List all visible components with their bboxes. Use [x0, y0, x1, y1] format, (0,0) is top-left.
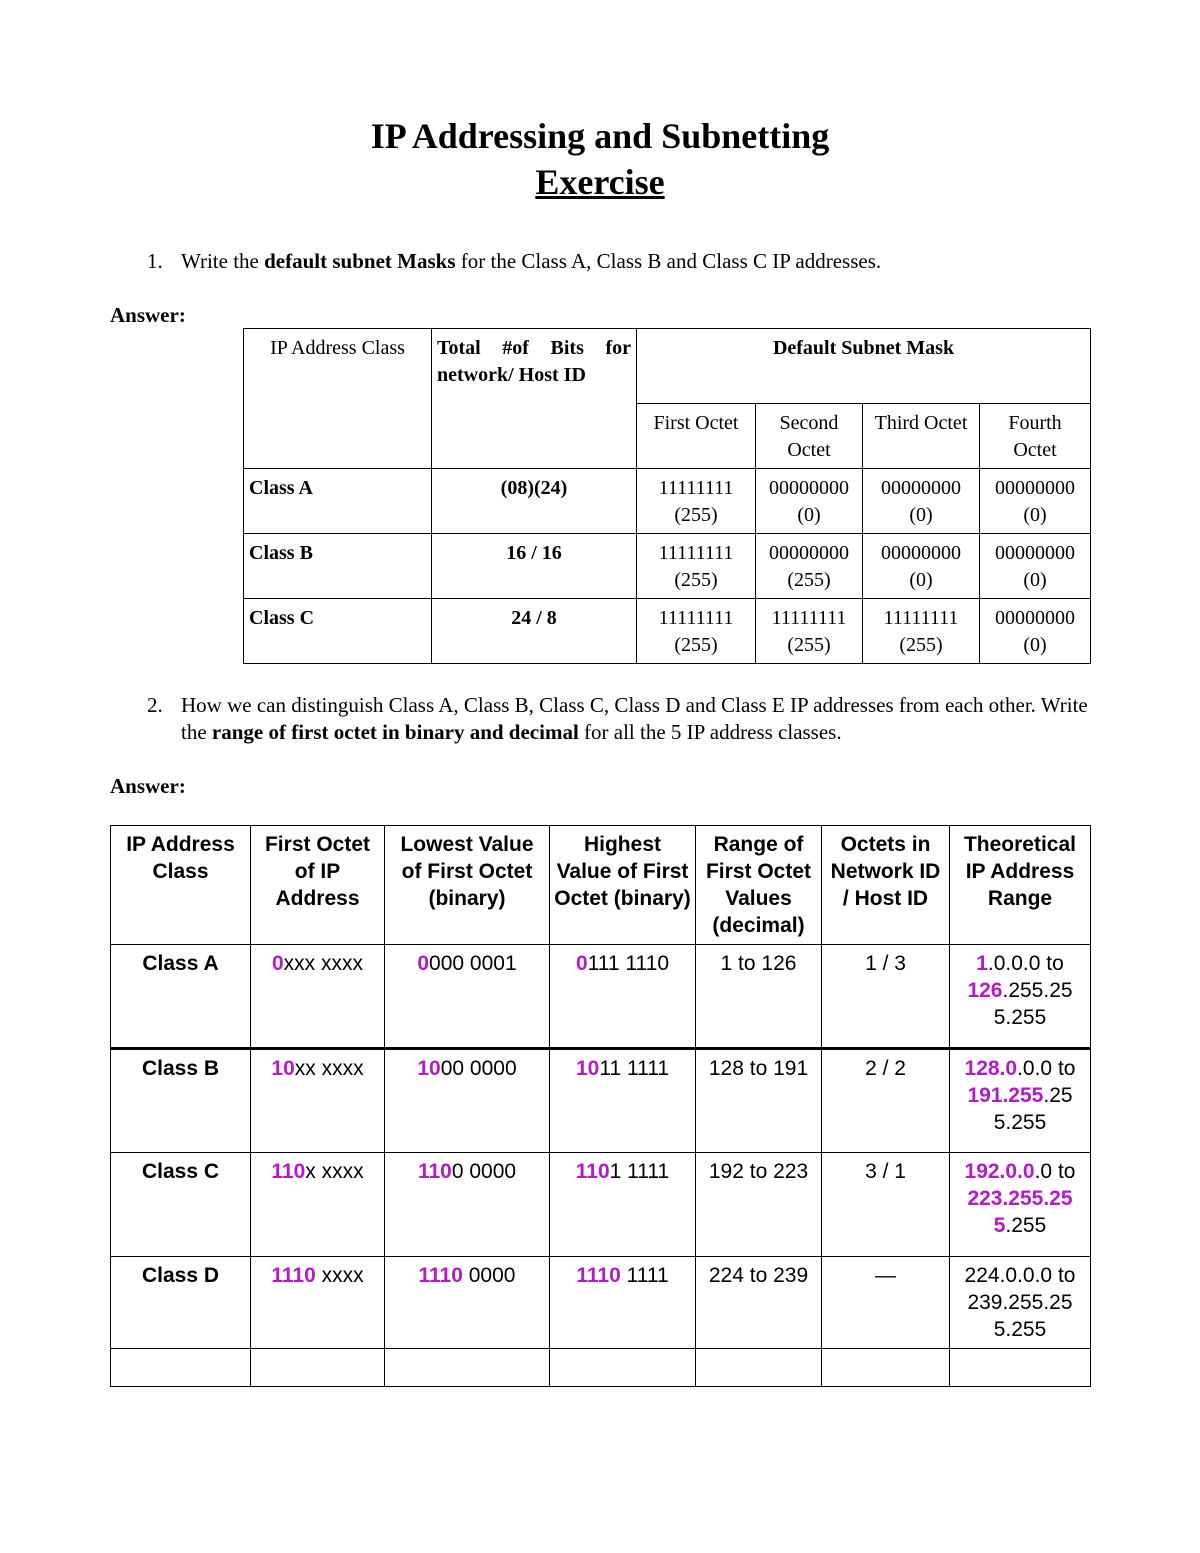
- question-2: [147, 692, 1107, 752]
- lowest-value-cell: 1000 0000: [385, 1049, 550, 1153]
- bits-cell: (08)(24): [432, 469, 637, 534]
- bits-cell: 24 / 8: [432, 599, 637, 664]
- highest-value-cell: 0111 1110: [550, 945, 696, 1049]
- header-highest-value: Highest Value of First Octet (binary): [550, 826, 696, 945]
- octet-cell: 00000000 (0): [756, 469, 863, 534]
- theoretical-range-cell: 1.0.0.0 to 126.255.25 5.255: [950, 945, 1091, 1049]
- class-cell: Class B: [111, 1049, 251, 1153]
- question-emphasis: range of first octet in binary and decimal: [211, 720, 579, 744]
- range-cell: 224 to 239: [696, 1257, 822, 1349]
- header-first-octet: First Octet of IP Address: [251, 826, 385, 945]
- first-octet-cell: 1110 xxxx: [251, 1257, 385, 1349]
- header-first-octet: First Octet: [637, 404, 756, 469]
- page-title: IP Addressing and Subnetting: [370, 116, 830, 156]
- class-cell: Class B: [244, 534, 432, 599]
- question-text: Write the default subnet Masks for the Class A, Class B and Class C IP addresses.: [181, 249, 882, 273]
- answer-label: Answer:: [110, 303, 186, 327]
- table-row: [111, 1153, 1091, 1257]
- class-cell: Class D: [111, 1257, 251, 1349]
- header-theoretical-range: Theoretical IP Address Range: [950, 826, 1091, 945]
- highest-value-cell: 1011 1111: [550, 1049, 696, 1153]
- octets-cell: —: [822, 1257, 950, 1349]
- class-cell: Class A: [111, 945, 251, 1049]
- octets-cell: 3 / 1: [822, 1153, 950, 1257]
- theoretical-range-cell: 192.0.0.0 to 223.255.25 5.255: [950, 1153, 1091, 1257]
- answer-label: Answer:: [110, 774, 186, 798]
- table-row: [244, 599, 1091, 664]
- octet-cell: 11111111 (255): [863, 599, 980, 664]
- header-total-bits: Total #of Bits for network/ Host ID: [432, 329, 637, 469]
- empty-cell: [111, 1349, 251, 1387]
- header-default-mask: Default Subnet Mask: [637, 329, 1091, 404]
- ip-class-range-table: [110, 825, 1091, 1387]
- theoretical-range-cell: 224.0.0.0 to 239.255.25 5.255: [950, 1257, 1091, 1349]
- range-cell: 192 to 223: [696, 1153, 822, 1257]
- class-cell: Class C: [244, 599, 432, 664]
- table-row: [111, 945, 1091, 1049]
- octet-cell: 00000000 (0): [980, 469, 1091, 534]
- empty-cell: [550, 1349, 696, 1387]
- question-number: 2.: [147, 693, 163, 717]
- header-second-octet: Second Octet: [756, 404, 863, 469]
- range-cell: 1 to 126: [696, 945, 822, 1049]
- octet-cell: 00000000 (0): [980, 534, 1091, 599]
- octets-cell: 1 / 3: [822, 945, 950, 1049]
- empty-table-row: [111, 1349, 1091, 1387]
- header-lowest-value: Lowest Value of First Octet (binary): [385, 826, 550, 945]
- empty-cell: [696, 1349, 822, 1387]
- table-row: [111, 1257, 1091, 1349]
- highest-value-cell: 1101 1111: [550, 1153, 696, 1257]
- lowest-value-cell: 1110 0000: [385, 1257, 550, 1349]
- header-fourth-octet: Fourth Octet: [980, 404, 1091, 469]
- class-cell: Class A: [244, 469, 432, 534]
- header-ip-class: IP Address Class: [111, 826, 251, 945]
- highest-value-cell: 1110 1111: [550, 1257, 696, 1349]
- page-subtitle: Exercise: [535, 162, 665, 202]
- header-ip-class: IP Address Class: [244, 329, 432, 469]
- bits-cell: 16 / 16: [432, 534, 637, 599]
- class-cell: Class C: [111, 1153, 251, 1257]
- octet-cell: 11111111 (255): [637, 469, 756, 534]
- header-third-octet: Third Octet: [863, 404, 980, 469]
- octet-cell: 11111111 (255): [756, 599, 863, 664]
- table-row: [244, 469, 1091, 534]
- empty-cell: [822, 1349, 950, 1387]
- octet-cell: 00000000 (255): [756, 534, 863, 599]
- question-text: How we can distinguish Class A, Class B, Class C, Class D and Class E IP addresses from each other. Write the range of first octet in binary and decimal for all the 5 IP address classes.: [181, 693, 1088, 744]
- range-cell: 128 to 191: [696, 1049, 822, 1153]
- table-row: [111, 1049, 1091, 1153]
- theoretical-range-cell: 128.0.0.0 to 191.255.25 5.255: [950, 1049, 1091, 1153]
- first-octet-cell: 110x xxxx: [251, 1153, 385, 1257]
- first-octet-cell: 0xxx xxxx: [251, 945, 385, 1049]
- first-octet-cell: 10xx xxxx: [251, 1049, 385, 1153]
- octet-cell: 00000000 (0): [863, 534, 980, 599]
- lowest-value-cell: 0000 0001: [385, 945, 550, 1049]
- question-number: 1.: [147, 249, 163, 273]
- table-row: [244, 534, 1091, 599]
- octet-cell: 00000000 (0): [863, 469, 980, 534]
- lowest-value-cell: 1100 0000: [385, 1153, 550, 1257]
- question-emphasis: default subnet Masks: [264, 249, 456, 273]
- empty-cell: [251, 1349, 385, 1387]
- subnet-mask-table: [243, 328, 1091, 664]
- empty-cell: [950, 1349, 1091, 1387]
- header-range-decimal: Range of First Octet Values (decimal): [696, 826, 822, 945]
- header-octets-network-host: Octets in Network ID / Host ID: [822, 826, 950, 945]
- octets-cell: 2 / 2: [822, 1049, 950, 1153]
- octet-cell: 11111111 (255): [637, 534, 756, 599]
- empty-cell: [385, 1349, 550, 1387]
- octet-cell: 11111111 (255): [637, 599, 756, 664]
- octet-cell: 00000000 (0): [980, 599, 1091, 664]
